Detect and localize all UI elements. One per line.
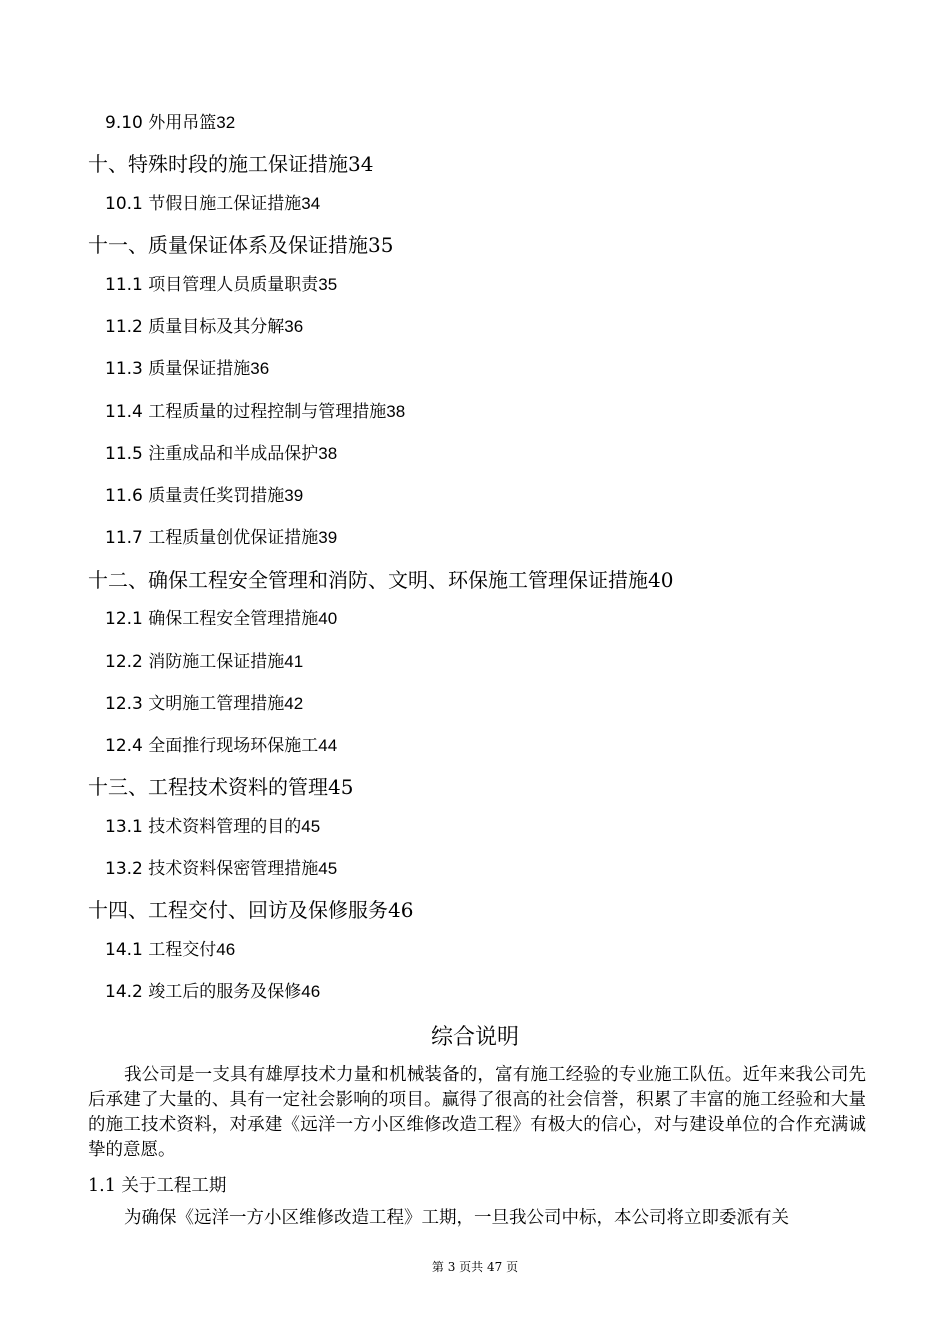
- toc-chapter: 十、特殊时段的施工保证措施34: [88, 152, 374, 176]
- toc-item: 11.1 项目管理人员质量职责35: [105, 275, 338, 295]
- toc-item: 11.6 质量责任奖罚措施39: [105, 486, 304, 506]
- toc-chapter: 十二、确保工程安全管理和消防、文明、环保施工管理保证措施40: [88, 568, 674, 592]
- toc-item: 13.2 技术资料保密管理措施45: [105, 859, 338, 879]
- sub-heading: 1.1 关于工程工期: [88, 1176, 227, 1196]
- toc-item: 12.3 文明施工管理措施42: [105, 694, 304, 714]
- body-paragraph: 为确保《远洋一方小区维修改造工程》工期，一旦我公司中标，本公司将立即委派有关: [124, 1208, 789, 1228]
- section-title: 综合说明: [430, 1025, 519, 1050]
- toc-item: 14.1 工程交付46: [105, 940, 236, 960]
- toc-item: 10.1 节假日施工保证措施34: [105, 194, 321, 214]
- toc-item: 12.4 全面推行现场环保施工44: [105, 736, 338, 756]
- toc-item: 11.4 工程质量的过程控制与管理措施38: [105, 402, 406, 422]
- toc-item: 11.2 质量目标及其分解36: [105, 317, 304, 337]
- toc-chapter: 十一、质量保证体系及保证措施35: [88, 233, 394, 257]
- page-footer: 第 3 页共 47 页: [431, 1260, 519, 1274]
- toc-chapter: 十三、工程技术资料的管理45: [88, 775, 354, 799]
- toc-item: 12.2 消防施工保证措施41: [105, 652, 304, 672]
- toc-item: 13.1 技术资料管理的目的45: [105, 817, 321, 837]
- toc-chapter: 十四、工程交付、回访及保修服务46: [88, 898, 414, 922]
- toc-item: 9.10 外用吊篮32: [105, 113, 236, 133]
- intro-paragraph: 我公司是一支具有雄厚技术力量和机械装备的，富有施工经验的专业施工队伍。近年来我公司先后承建了大量的、具有一定社会影响的项目。赢得了很高的社会信誉，积累了丰富的施工经验和大量的施工技术资料，对承建《远洋一方小区维修改造工程》有极大的信心，对与建设单位的合作充满诚挚的意愿。: [88, 1065, 866, 1160]
- toc-item: 11.3 质量保证措施36: [105, 359, 270, 379]
- toc-item: 14.2 竣工后的服务及保修46: [105, 982, 321, 1002]
- toc-item: 12.1 确保工程安全管理措施40: [105, 609, 338, 629]
- toc-item: 11.5 注重成品和半成品保护38: [105, 444, 338, 464]
- toc-item: 11.7 工程质量创优保证措施39: [105, 528, 338, 548]
